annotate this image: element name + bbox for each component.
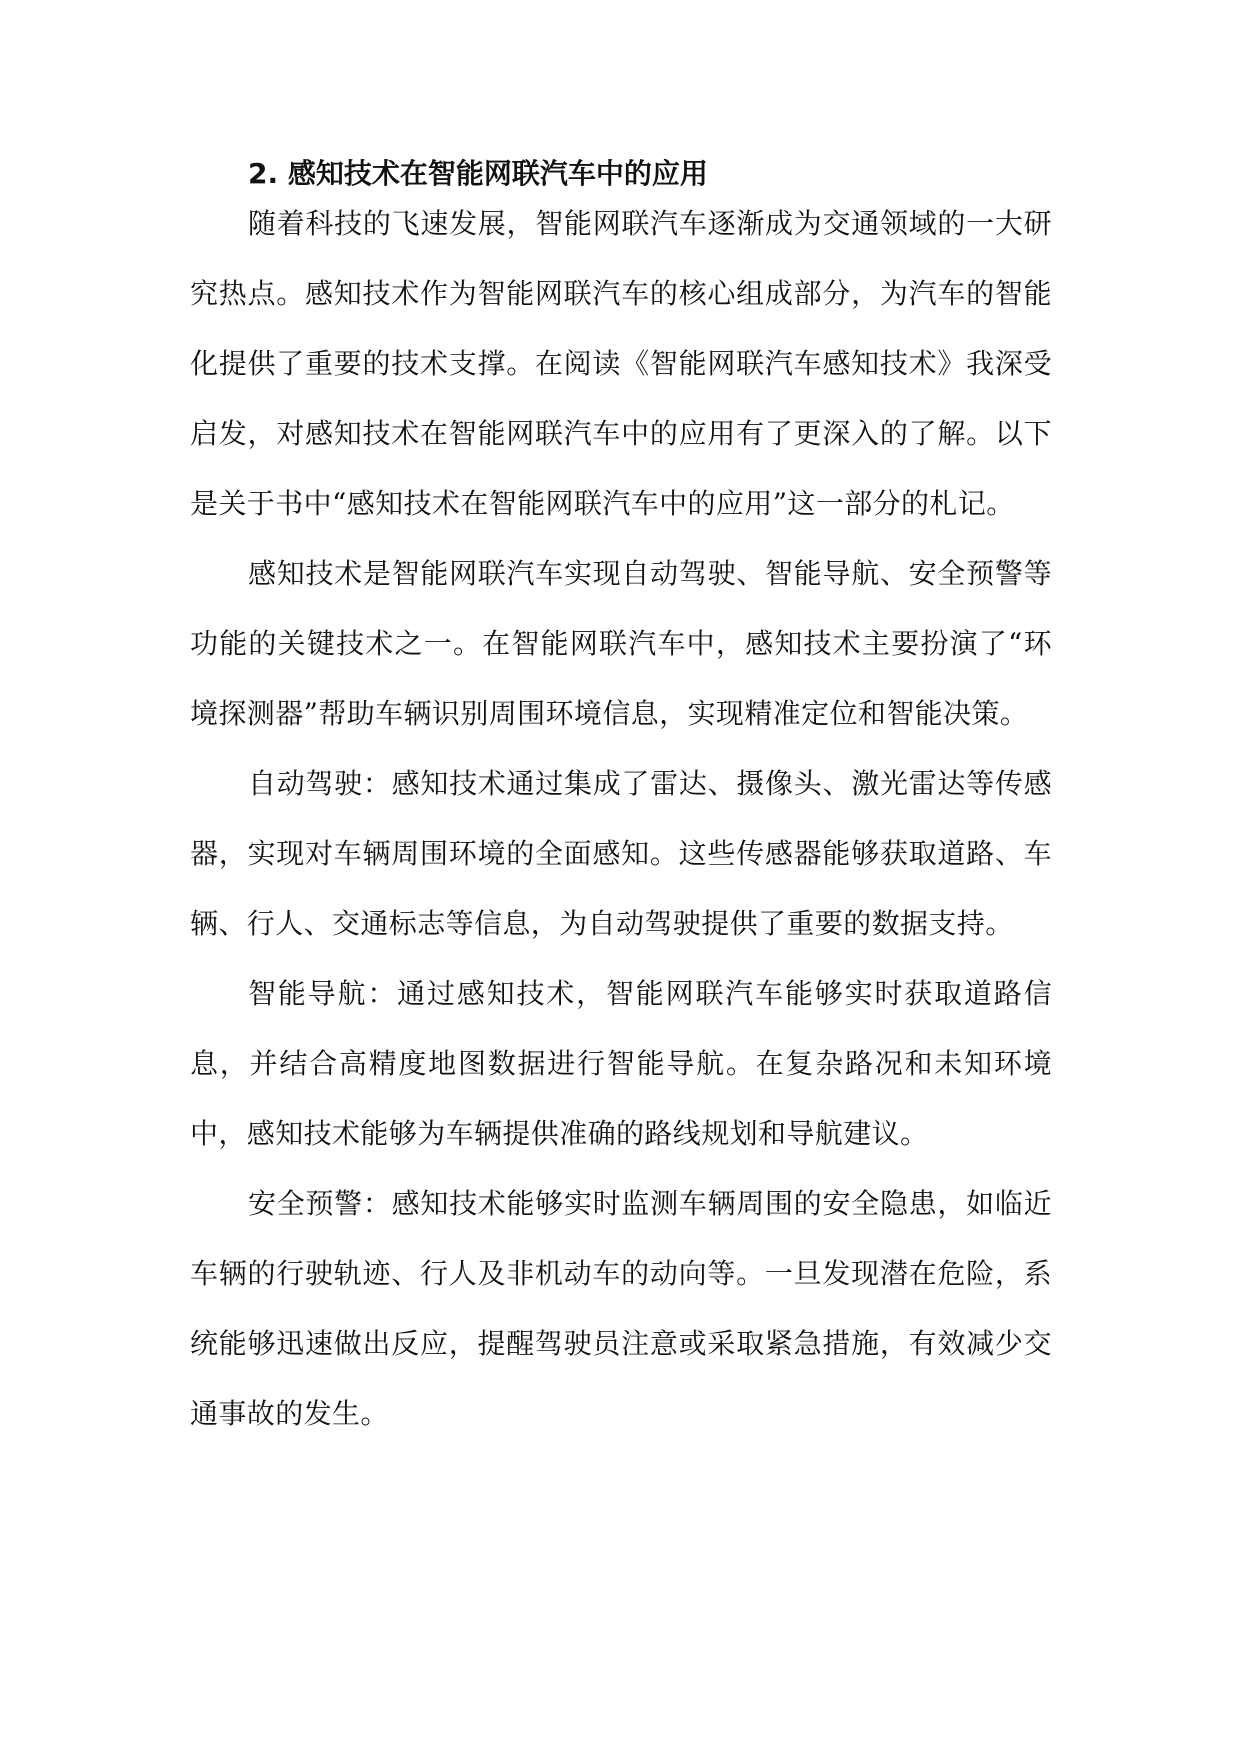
paragraph-safety-warning: 安全预警：感知技术能够实时监测车辆周围的安全隐患，如临近车辆的行驶轨迹、行人及非机动车的动向等。一旦发现潜在危险，系统能够迅速做出反应，提醒驾驶员注意或采取紧急措施，有效减少交通事故的发生。 — [190, 1187, 1052, 1430]
paragraph-overview: 感知技术是智能网联汽车实现自动驾驶、智能导航、安全预警等功能的关键技术之一。在智能网联汽车中，感知技术主要扮演了“环境探测器”帮助车辆识别周围环境信息，实现精准定位和智能决策。 — [190, 557, 1052, 730]
section-title: 感知技术在智能网联汽车中的应用 — [287, 157, 708, 190]
paragraph-autonomous-driving: 自动驾驶：感知技术通过集成了雷达、摄像头、激光雷达等传感器，实现对车辆周围环境的全面感知。这些传感器能够获取道路、车辆、行人、交通标志等信息，为自动驾驶提供了重要的数据支持。 — [190, 767, 1052, 940]
document-body — [190, 189, 1052, 1449]
section-number: 2. — [248, 157, 279, 190]
paragraph-intro: 随着科技的飞速发展，智能网联汽车逐渐成为交通领域的一大研究热点。感知技术作为智能网联汽车的核心组成部分，为汽车的智能化提供了重要的技术支撑。在阅读《智能网联汽车感知技术》我深受启发，对感知技术在智能网联汽车中的应用有了更深入的了解。以下是关于书中“感知技术在智能网联汽车中的应用”这一部分的札记。 — [190, 207, 1052, 520]
paragraph-smart-navigation: 智能导航：通过感知技术，智能网联汽车能够实时获取道路信息，并结合高精度地图数据进行智能导航。在复杂路况和未知环境中，感知技术能够为车辆提供准确的路线规划和导航建议。 — [190, 977, 1052, 1150]
